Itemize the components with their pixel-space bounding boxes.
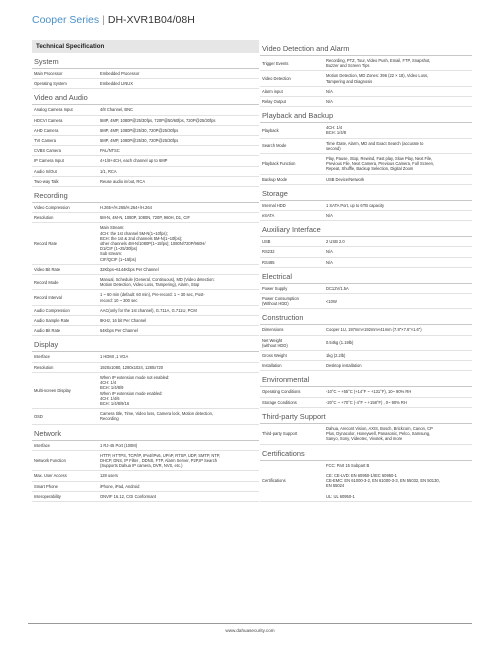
spec-label: Power Supply [262, 285, 288, 291]
spec-row [260, 247, 472, 257]
spec-row [32, 126, 259, 136]
spec-row [260, 175, 472, 185]
spec-label: TVI Camera [34, 138, 57, 144]
spec-label: Multi-screen Display [34, 387, 71, 393]
spec-value: AAC(only for the 1st channel), G.711A, G.711U, PCM [100, 307, 197, 313]
spec-value: 5MP, 4MP, 1080P@25/30fps, 720P@50/60fps, 720P@25/30fps [100, 117, 216, 123]
spec-row [32, 69, 259, 79]
spec-label: Record Rate [34, 241, 57, 247]
page-header [32, 14, 195, 26]
section-heading-storage: Storage [260, 185, 472, 201]
spec-value: FCC: Part 15 Subpart B CE: CE-LVD: EN 60950-1/IEC 60950-1 CE-EMC: EN 61000-3-2, EN 61000-3-3, EN 55032, EN 50130, EN 55024 UL: UL 60950-1 [326, 462, 440, 499]
spec-value: 0.54kg (1.19lb) [326, 340, 354, 346]
spec-label: Record Interval [34, 295, 62, 301]
spec-row [260, 123, 472, 138]
spec-label: Resolution [34, 364, 54, 370]
spec-value: Main Stream: 4CH: the 1st channel 5M-N(1~10fps); BCH: the 1st & 2nd channels 5M-N(1~10fps); other channels 4M-N/1080P(1~15fps); 1080N/720P/960H/ D1/CIF (1~25/30fps) Sub stream: CIF/QCIF (1~15fps) [100, 225, 206, 262]
spec-label: Operating Conditions [262, 389, 301, 395]
spec-value: DC12V/1.5A [326, 285, 349, 291]
spec-label: RS485 [262, 259, 275, 265]
spec-label: Smart Phone [34, 483, 58, 489]
spec-label: CVBS Camera [34, 148, 61, 154]
spec-label: Video Compression [34, 205, 70, 211]
spec-row [32, 352, 259, 362]
spec-value: 1kg (2.2lb) [326, 353, 346, 359]
spec-label: HDCVI Camera [34, 117, 63, 123]
spec-row [32, 492, 259, 502]
spec-label: Interface [34, 442, 50, 448]
spec-label: USB [262, 239, 271, 245]
spec-label: Analog Camera Input [34, 107, 73, 113]
spec-row [260, 351, 472, 361]
spec-row [260, 325, 472, 335]
spec-value: <10W [326, 298, 337, 304]
footer-divider [28, 623, 472, 624]
section-heading-video-detection-and-alarm: Video Detection and Alarm [260, 40, 472, 56]
spec-label: Gross Weight [262, 353, 287, 359]
spec-value: Reuse audio in/out, RCA [100, 178, 146, 184]
spec-value: 64Kbps Per Channel [100, 328, 138, 334]
section-heading-display: Display [32, 336, 259, 352]
spec-value: Dahua, Arecont Vision, AXIS, Bosch, Brickcom, Canon, CP Plus, Dynacolor, Honeywell, Panasonic, Pelco, Samsung, Sanyo, Sony, Videotec, Vivotek, and more [326, 425, 433, 442]
spec-value: Camera title, Time, Video loss, Camera lock, Motion detection, Recording [100, 411, 214, 422]
spec-value: Manual, Schedule (General, Continuous), MD (Video detection: Motion Detection, Video Loss, Tampering), Alarm, Stop [100, 277, 215, 288]
spec-label: Audio Bit Rate [34, 328, 61, 334]
spec-row [32, 409, 259, 424]
spec-label: Two-way Talk [34, 178, 59, 184]
spec-row [32, 265, 259, 275]
left-spec-column [32, 40, 259, 502]
spec-label: Search Mode [262, 143, 287, 149]
spec-table-title: Technical Specification [32, 40, 259, 53]
spec-row [260, 294, 472, 309]
spec-value: 5M-N, 4M-N, 1080P, 1080N, 720P, 960H, D1, CIF [100, 215, 190, 221]
spec-label: Third-party Support [262, 431, 298, 437]
spec-label: Dimensions [262, 327, 284, 333]
spec-label: Audio Sample Rate [34, 318, 70, 324]
spec-row [260, 211, 472, 221]
spec-label: Network Function [34, 457, 66, 463]
spec-row [260, 139, 472, 154]
spec-label: Relay Output [262, 99, 286, 105]
spec-row [32, 306, 259, 316]
right-spec-column [260, 40, 472, 502]
spec-label: Power Consumption (Without HDD) [262, 296, 299, 307]
spec-row [32, 326, 259, 336]
spec-label: Alarm input [262, 88, 283, 94]
spec-row [260, 71, 472, 86]
section-heading-playback-and-backup: Playback and Backup [260, 107, 472, 123]
spec-label: Video Detection [262, 76, 291, 81]
spec-row [32, 373, 259, 409]
spec-row [260, 361, 472, 371]
spec-value: 32Kbps~6144Kbps Per Channel [100, 266, 159, 272]
spec-row [32, 136, 259, 146]
section-heading-recording: Recording [32, 187, 259, 203]
spec-value: 4CH: 1/4 BCH: 1/4/8 [326, 125, 347, 136]
spec-value: N/A [326, 99, 333, 105]
spec-value: -20°C ~ +70°C (-4°F ~ +158°F) , 0~ 90% RH [326, 399, 407, 405]
spec-label: Resolution [34, 215, 54, 221]
spec-value: 4/8 Channel, BNC [100, 107, 133, 113]
spec-row [32, 116, 259, 126]
spec-row [260, 461, 472, 502]
section-heading-third-party-support: Third-party Support [260, 408, 472, 424]
spec-label: Operating System [34, 81, 67, 87]
spec-label: Backup Mode [262, 176, 288, 182]
spec-label: Playback Function [262, 161, 296, 167]
spec-value: 5MP, 4MP, 1080P@25/30, 720P@25/30fps [100, 127, 179, 133]
header-separator: | [102, 14, 105, 26]
spec-value: 4+1/8+4CH, each channel up to 6MP [100, 158, 168, 164]
section-heading-network: Network [32, 425, 259, 441]
section-heading-construction: Construction [260, 309, 472, 325]
spec-value: When IP extension mode not enabled: 4CH: 1/4 BCH: 1/4/8/9 When IP extension mode enabled: 4CH: 1/4/6 BCH: 1/4/8/9/16 [100, 374, 170, 406]
spec-value: N/A [326, 259, 333, 265]
brand-title: Cooper Series [32, 14, 100, 26]
spec-value: PAL/NTSC [100, 148, 120, 154]
spec-value: -10°C ~ +55°C (+14°F ~ +131°F), 10~ 90% RH [326, 389, 412, 395]
spec-value: iPhone, iPad, Android [100, 483, 140, 489]
spec-row [260, 258, 472, 268]
spec-label: Certifications [262, 478, 286, 484]
spec-row [260, 56, 472, 71]
spec-label: Internal HDD [262, 202, 286, 208]
spec-value: USB Device/Network [326, 176, 365, 182]
spec-label: Max. User Access [34, 473, 67, 479]
spec-row [32, 223, 259, 264]
spec-value: 2 USB 2.0 [326, 239, 345, 245]
spec-row [32, 213, 259, 223]
section-heading-system: System [32, 53, 259, 69]
section-heading-environmental: Environmental [260, 371, 472, 387]
spec-row [32, 146, 259, 156]
spec-value: Cooper 1U, 197mm×192mm×41mm (7.8"×7.6"×1.6") [326, 327, 422, 333]
spec-row [260, 398, 472, 408]
model-number: DH-XVR1B04/08H [107, 14, 195, 26]
spec-value: Desktop installation [326, 363, 362, 369]
spec-label: Trigger Events [262, 60, 289, 66]
spec-row [260, 284, 472, 294]
spec-value: 1 HDMI ,1 VGA [100, 354, 129, 360]
spec-label: Record Mode [34, 279, 59, 285]
spec-label: OSD [34, 413, 43, 419]
spec-label: Playback [262, 127, 279, 133]
spec-row [260, 424, 472, 445]
spec-label: Interoperability [34, 493, 61, 499]
spec-value: 5MP, 4MP, 1080P@25/30, 720P@25/30fps [100, 138, 179, 144]
spec-label: Video Bit Rate [34, 266, 61, 272]
section-heading-electrical: Electrical [260, 268, 472, 284]
section-heading-auxiliary-interface: Auxiliary Interface [260, 221, 472, 237]
spec-label: Storage Conditions [262, 399, 297, 405]
spec-row [32, 203, 259, 213]
spec-row [32, 79, 259, 89]
spec-row [32, 167, 259, 177]
spec-value: N/A [326, 213, 333, 219]
spec-label: AHD Camera [34, 127, 59, 133]
spec-value: 1 ~ 60 min (default: 60 min), Pre-record: 1 ~ 30 sec, Post- record: 10 ~ 300 sec [100, 292, 205, 303]
spec-value: 1 SATA Port, up to 6TB capacity [326, 202, 385, 208]
spec-value: 1920x1080, 1280x1024, 1280x720 [100, 364, 164, 370]
spec-row [32, 316, 259, 326]
spec-value: Time /Date, Alarm, MD and Exact Search (accurate to second) [326, 140, 424, 151]
spec-value: 8KHz, 16 bit Per Channel [100, 318, 147, 324]
spec-label: Installation [262, 363, 282, 369]
spec-row [260, 201, 472, 211]
spec-row [32, 177, 259, 187]
spec-label: Net Weight (without HDD) [262, 337, 288, 348]
spec-label: RS232 [262, 249, 275, 255]
spec-row [32, 156, 259, 166]
spec-row [32, 471, 259, 481]
spec-row [32, 290, 259, 305]
spec-row [260, 87, 472, 97]
footer-url: www.dahuasecurity.com [225, 628, 275, 633]
spec-value: N/A [326, 249, 333, 255]
spec-value: Play, Pause, Stop, Rewind, Fast play, Slow Play, Next File, Previous File, Next Camera, Previous Camera, Full Screen, Repeat, Shuffle, Backup Selection, Digital Zoom [326, 156, 435, 172]
spec-label: Audio Compression [34, 307, 70, 313]
spec-row [32, 482, 259, 492]
spec-row [260, 387, 472, 397]
spec-row [32, 275, 259, 290]
spec-value: 128 users [100, 473, 118, 479]
spec-label: Main Processor [34, 71, 63, 76]
spec-row [32, 441, 259, 451]
spec-value: Motion Detection, MD Zones: 396 (22 × 18), Video Loss, Tampering and Diagnosis [326, 73, 429, 84]
spec-label: Audio In/Out [34, 168, 57, 174]
spec-label: eSATA [262, 213, 275, 219]
spec-value: 1 RJ-45 Port (100M) [100, 442, 138, 448]
spec-value: 1/1, RCA [100, 168, 117, 174]
section-heading-certifications: Certifications [260, 445, 472, 461]
spec-label: Interface [34, 354, 50, 360]
spec-value: ONVIF 16.12, CGI Conformant [100, 493, 156, 499]
spec-row [260, 97, 472, 107]
spec-row [260, 154, 472, 175]
spec-row [32, 451, 259, 472]
section-heading-video-and-audio: Video and Audio [32, 89, 259, 105]
spec-row [32, 363, 259, 373]
spec-label: IP Camera Input [34, 158, 64, 164]
spec-row [32, 105, 259, 115]
spec-value: Embedded LINUX [100, 81, 133, 87]
spec-row [260, 336, 472, 351]
spec-value: HTTP, HTTPS, TCP/IP, IPv4/IPv6, UPnP, RTSP, UDP, SMTP, NTP, DHCP, DNS, IP Filter , DDNS, FTP, Alarm Server, P2P,IP Search (Supports Dahua IP camera, DVR, NVS, etc.) [100, 452, 221, 469]
spec-value: H.265+/H.265/H.264+/H.264 [100, 205, 152, 211]
spec-value: N/A [326, 88, 333, 94]
spec-row [260, 237, 472, 247]
spec-value: Embedded Processor [100, 71, 140, 76]
spec-value: Recording, PTZ, Tour, Video Push, Email, FTP, Snapshot, Buzzer and Screen Tips [326, 58, 431, 69]
